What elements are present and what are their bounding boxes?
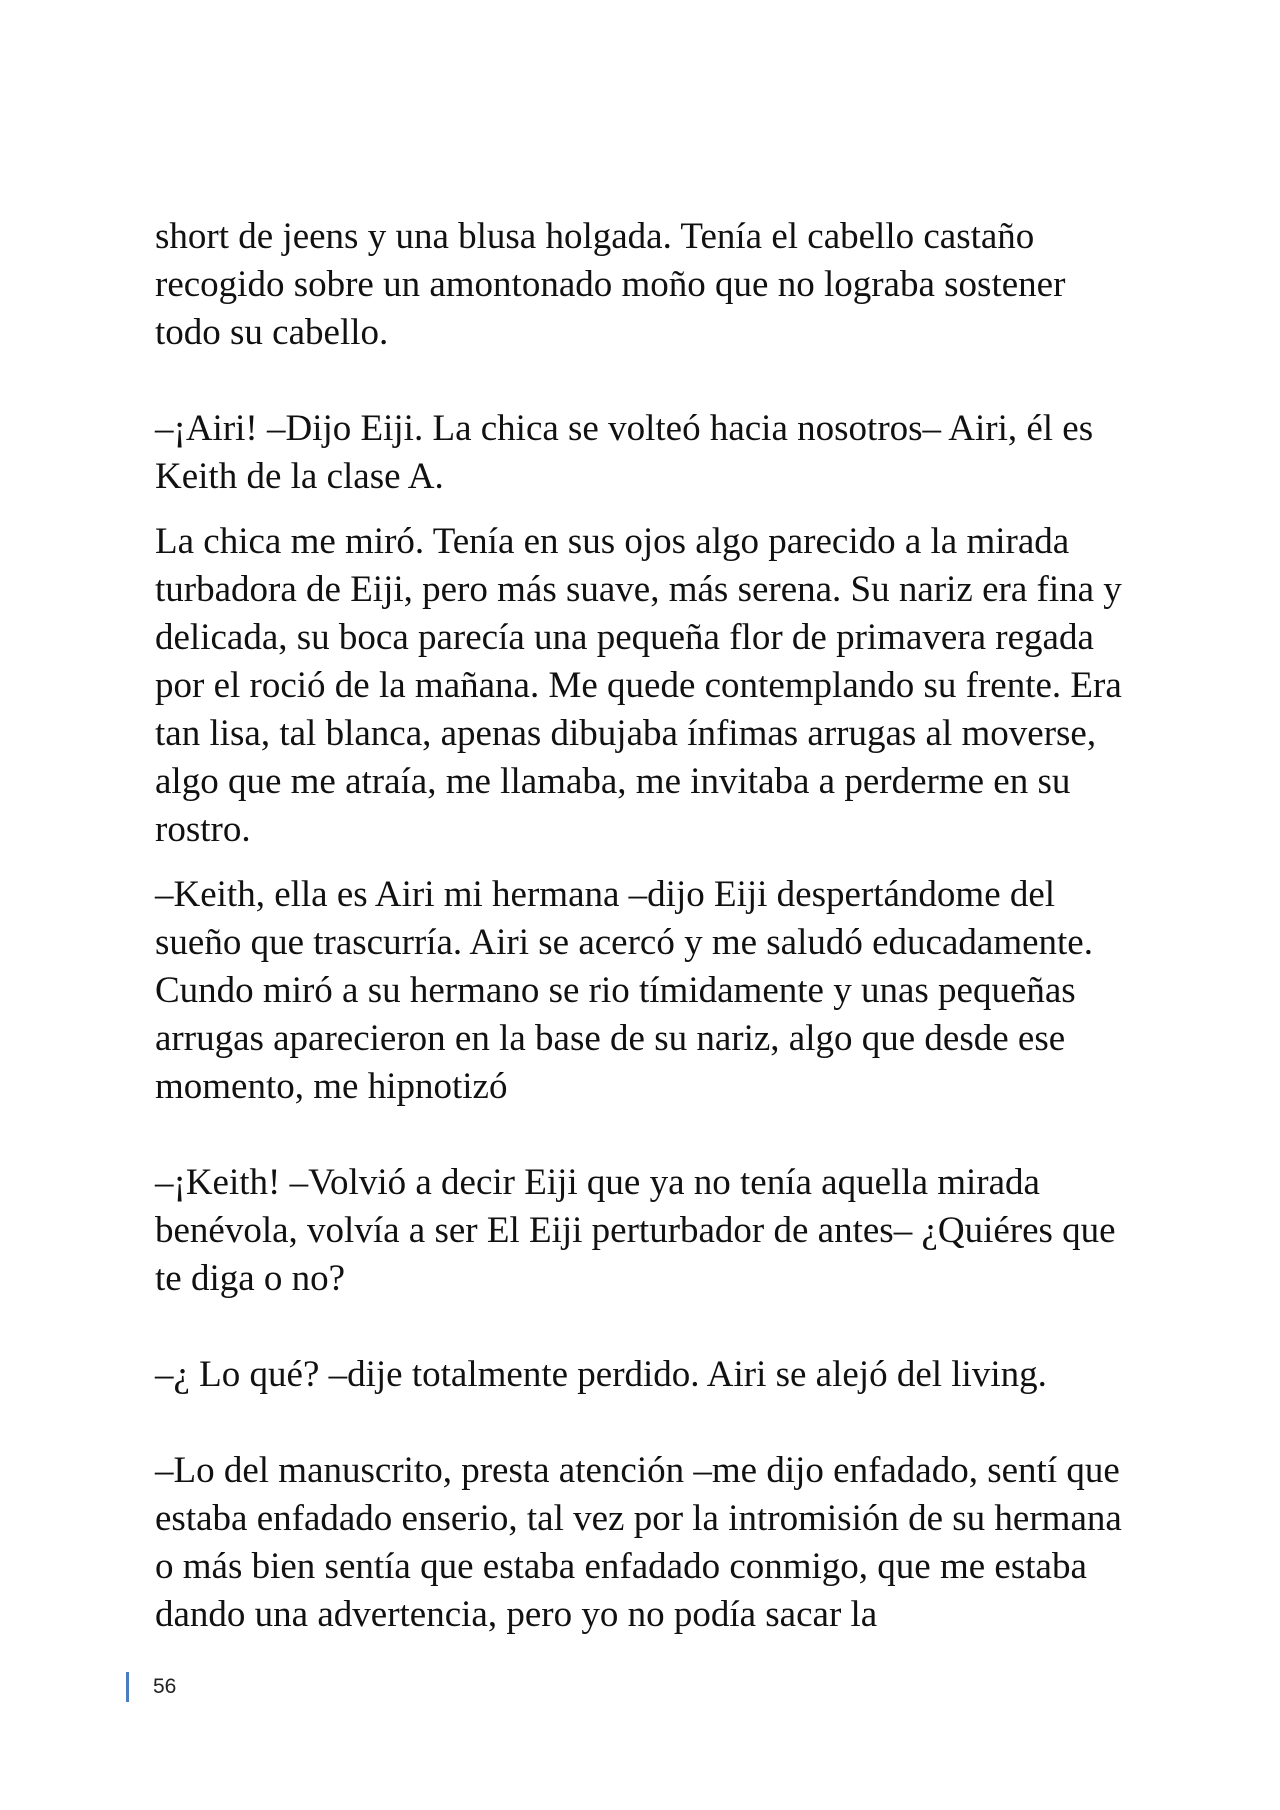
footer-accent-bar: [126, 1672, 129, 1702]
paragraph-1: short de jeens y una blusa holgada. Tenía el cabello castaño recogido sobre un amontonado moño que no lograba sostener todo su cabello.: [155, 216, 1066, 353]
body-text: [155, 213, 1135, 1639]
paragraph-6: –¿ Lo qué? –dije totalmente perdido. Airi se alejó del living.: [155, 1354, 1047, 1395]
paragraph-4: –Keith, ella es Airi mi hermana –dijo Eiji despertándome del sueño que trascurría. Airi se acercó y me saludó educadamente. Cundo miró a su hermano se rio tímidamente y unas pequeñas arrugas aparecieron en la base de su nariz, algo que desde ese momento, me hipnotizó: [155, 874, 1093, 1107]
paragraph-3: La chica me miró. Tenía en sus ojos algo parecido a la mirada turbadora de Eiji, pero más suave, más serena. Su nariz era fina y delicada, su boca parecía una pequeña flor de primavera regada por el roció de la mañana. Me quede contemplando su frente. Era tan lisa, tal blanca, apenas dibujaba ínfimas arrugas al moverse, algo que me atraía, me llamaba, me invitaba a perderme en su rostro.: [155, 521, 1122, 850]
page-footer: [126, 1672, 176, 1702]
paragraph-7: –Lo del manuscrito, presta atención –me dijo enfadado, sentí que estaba enfadado enserio, tal vez por la intromisión de su hermana o más bien sentía que estaba enfadado conmigo, que me estaba dando una advertencia, pero yo no podía sacar la: [155, 1450, 1122, 1635]
page-number: 56: [153, 1675, 177, 1698]
paragraph-2: –¡Airi! –Dijo Eiji. La chica se volteó hacia nosotros– Airi, él es Keith de la clase A.: [155, 408, 1094, 497]
paragraph-5: –¡Keith! –Volvió a decir Eiji que ya no tenía aquella mirada benévola, volvía a ser El Eiji perturbador de antes– ¿Quiéres que te diga o no?: [155, 1162, 1116, 1299]
